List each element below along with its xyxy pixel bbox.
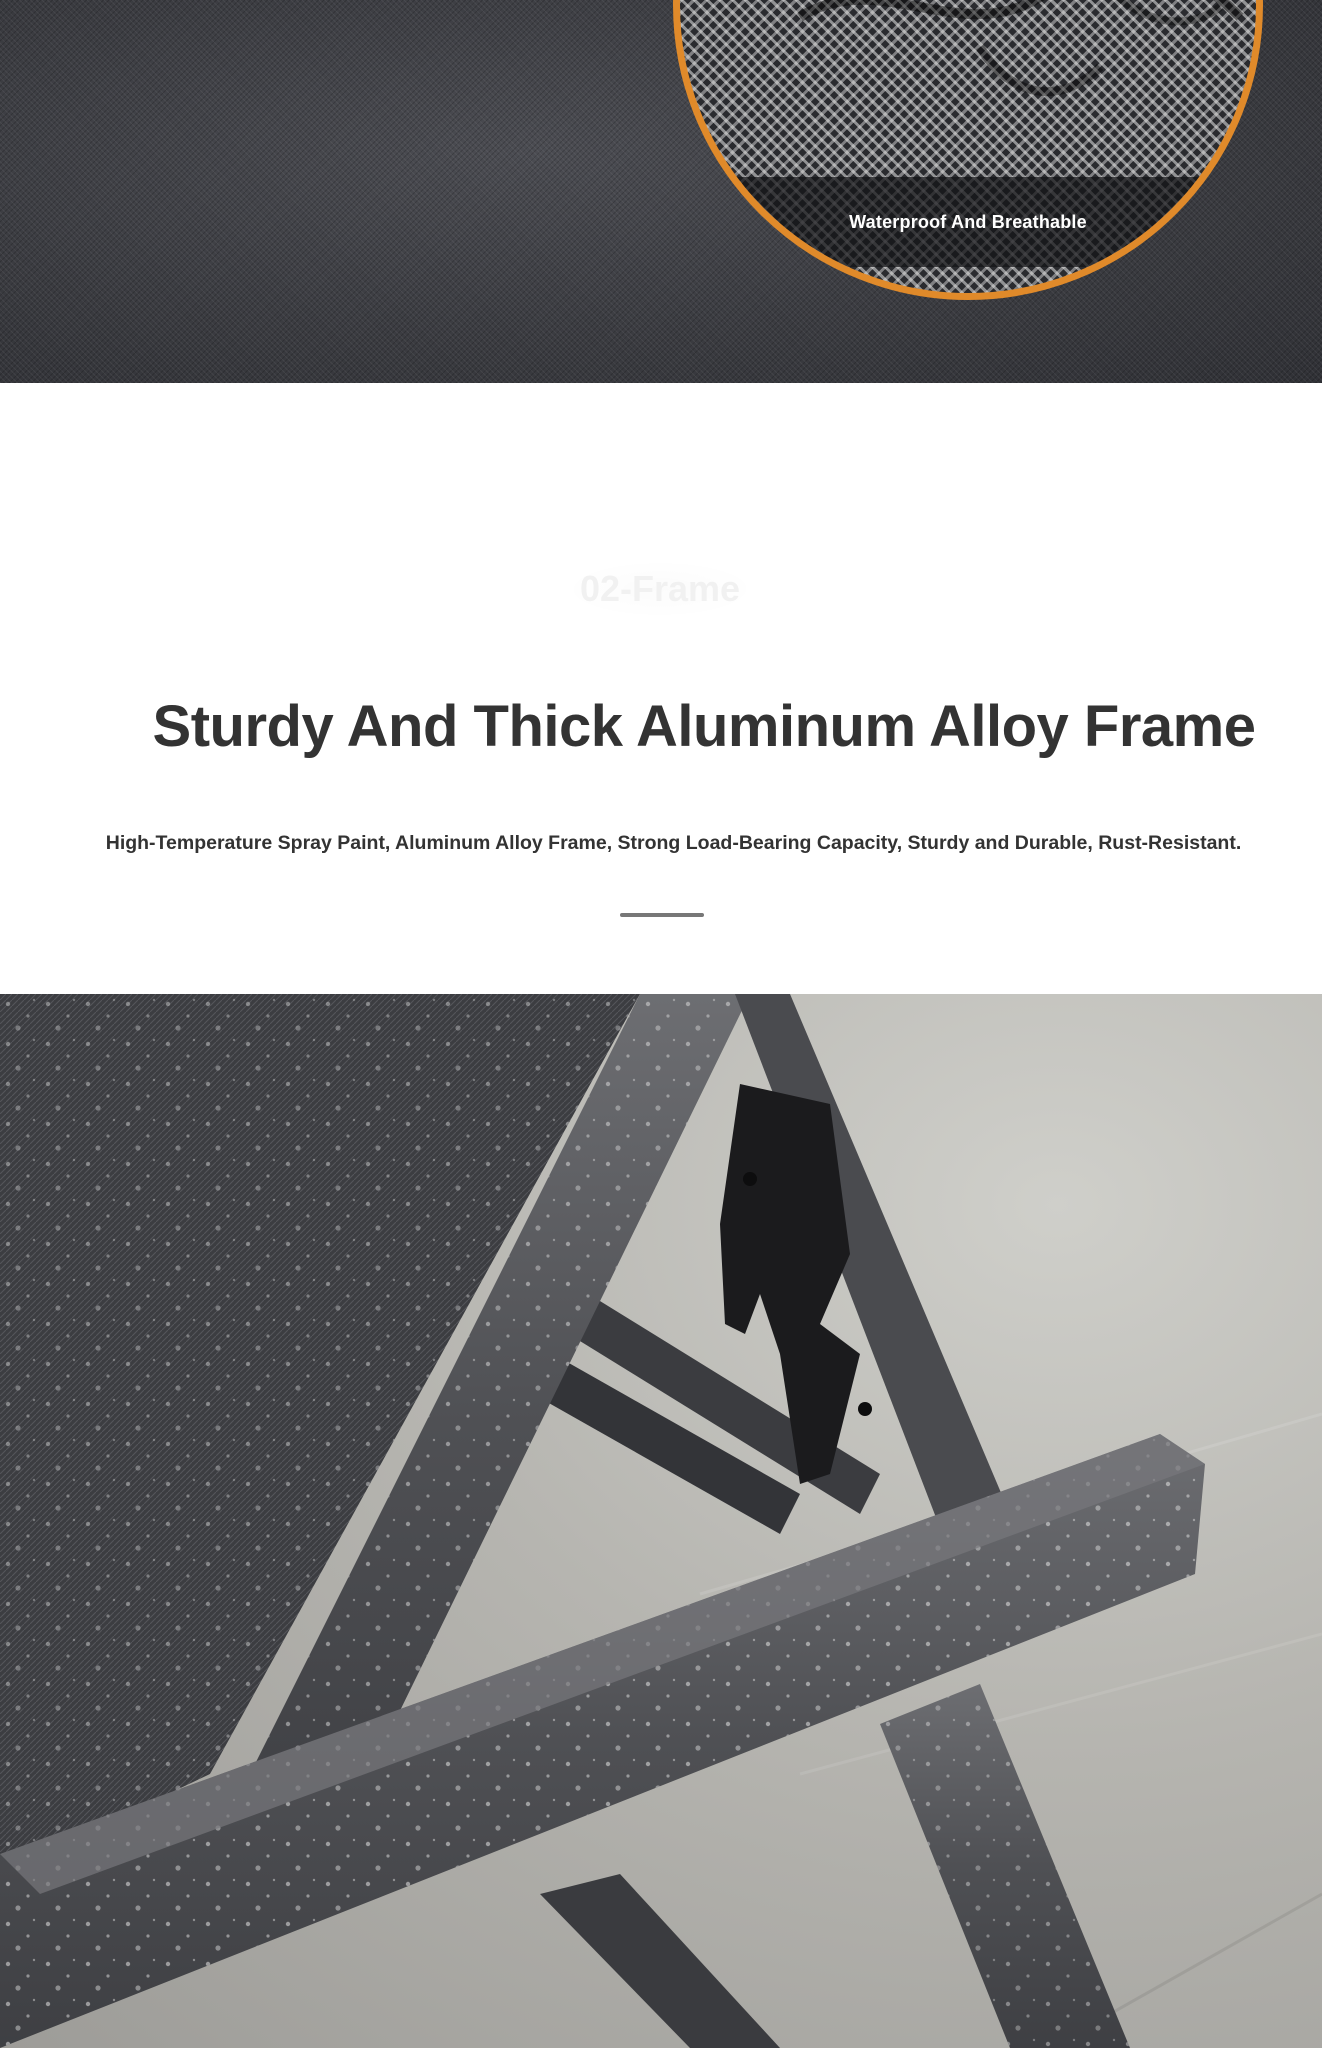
section-number-label: 02-Frame [560, 559, 760, 619]
page-title: Sturdy And Thick Aluminum Alloy Frame [152, 694, 1256, 759]
magnifier-caption: Waterproof And Breathable [849, 211, 1087, 232]
mesh-fabric-image [0, 0, 1322, 383]
magnifier-caption-bar [680, 177, 1256, 267]
frame-photo-illustration [0, 994, 1322, 2048]
fabric-magnifier-circle [673, 0, 1263, 300]
aluminum-frame-image [0, 994, 1322, 2048]
frame-info-section [0, 383, 1322, 994]
section-divider [620, 913, 704, 917]
feature-description: High-Temperature Spray Paint, Aluminum Alloy Frame, Strong Load-Bearing Capacity, Sturdy and Durable, Rust-Resistant. [105, 832, 1242, 854]
